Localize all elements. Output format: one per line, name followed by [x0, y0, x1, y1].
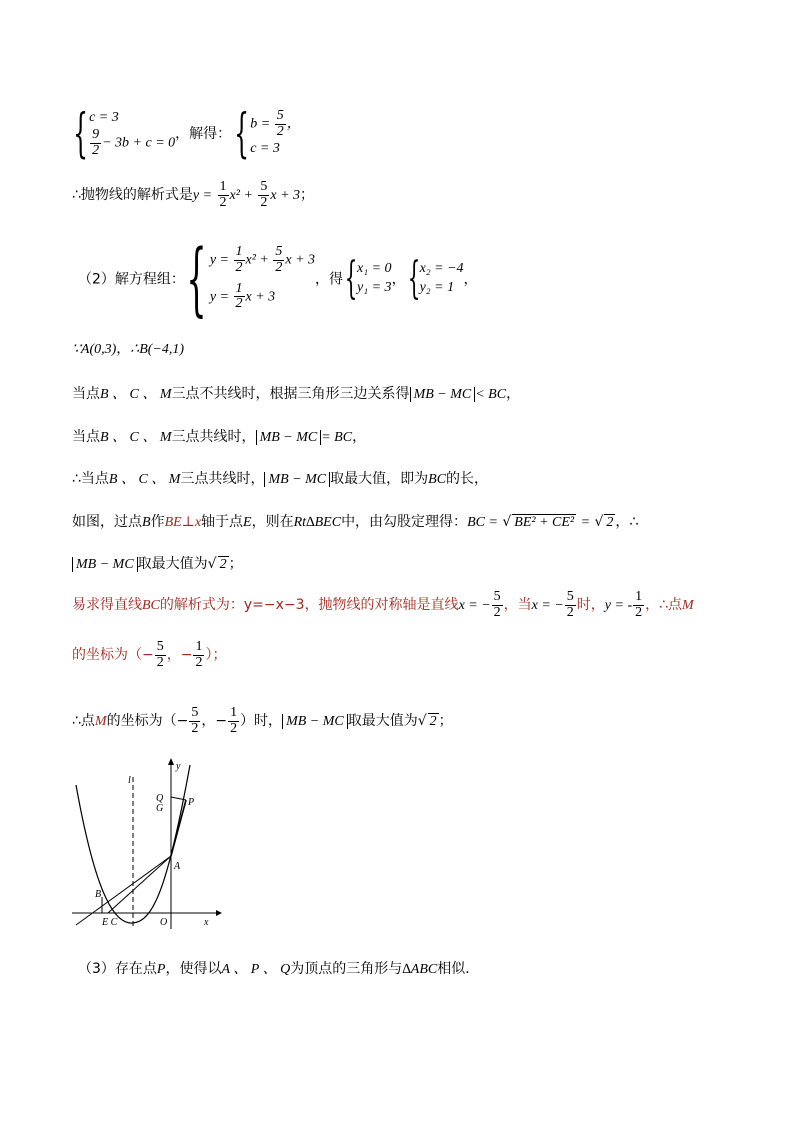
x-eq: x = −: [531, 598, 564, 614]
abs-expr: MB − MC: [256, 430, 322, 445]
text: 的长，: [446, 471, 489, 487]
points-line: [72, 338, 184, 358]
eq: = BC: [321, 430, 353, 445]
text: 作: [150, 514, 165, 530]
frac-num: 5: [156, 639, 164, 654]
solve-label: ，解得：: [175, 126, 232, 142]
get-label: ，得: [315, 271, 344, 288]
text: ，−: [201, 713, 228, 730]
point-a: ∵A(0,3): [72, 342, 117, 357]
sep: ，: [116, 341, 131, 357]
radicand: 2: [219, 557, 227, 572]
frac-num: 5: [275, 244, 283, 260]
y: y =: [209, 288, 229, 304]
bc-eq: BC =: [467, 515, 498, 530]
term: x + 3: [270, 188, 301, 204]
text: ∴当点: [72, 471, 109, 487]
figure-line: 如图，过点B作BE⊥x轴于点E，则在Rt∆BEC中，由勾股定理得：BC = √ BE² + CE² = √ 2 ，∴: [72, 514, 639, 530]
b-label: B: [95, 889, 102, 900]
noncollinear-line: [72, 383, 520, 403]
sol2-x: x₂ = −4: [419, 260, 464, 276]
abs-expr: MB − MC: [282, 714, 348, 729]
eq: =: [580, 515, 591, 530]
text: 时，: [576, 597, 605, 614]
eq-c-result: c = 3: [250, 140, 280, 156]
bc: BC: [428, 472, 447, 487]
point-b: B: [142, 515, 151, 530]
frac-den: 2: [195, 654, 203, 670]
point-m: M: [682, 598, 694, 614]
points: B 、 C 、 M: [100, 430, 172, 445]
frac-den: 2: [92, 142, 100, 158]
part2-system: （2）解方程组：{ y = $\frac{1}{2}$ x² + $\frac{5}{2}$ x + 3 y = $\frac{1}{2}$ x + 3 ，得{ x₁ = 0 y₁ = 3 ，{ x₂ = −4 y₂ = 1 ，: [78, 232, 478, 325]
point-m: M: [94, 714, 107, 730]
frac-num: 5: [276, 108, 284, 124]
line-eq: y=−x−3: [243, 597, 305, 614]
text: 三点不共线时，根据三角形三边关系得: [171, 386, 410, 402]
triangle: Rt∆BEC: [293, 515, 342, 530]
collinear-line: [72, 426, 366, 446]
text: ）时，: [240, 713, 283, 730]
text: 的坐标为（−: [106, 713, 189, 730]
q-label: Q: [156, 793, 164, 804]
text: （3）存在点: [78, 961, 157, 977]
frac-num: 1: [230, 705, 238, 720]
frac-den: 2: [156, 654, 164, 670]
text: ，当: [503, 597, 532, 614]
end: ，: [506, 386, 521, 402]
text: ，−: [166, 647, 193, 664]
coord-line: [72, 640, 226, 670]
points: B 、 C 、 M: [108, 472, 181, 487]
ec-label: E C: [102, 917, 118, 928]
comma: ，: [391, 271, 406, 288]
frac-num: 5: [260, 179, 268, 194]
frac-den: 2: [275, 259, 283, 275]
text: 易求得直线: [72, 597, 142, 614]
text: ）；: [205, 647, 227, 664]
text: 当点: [72, 429, 100, 445]
eq-c: c = 3: [89, 110, 119, 126]
frac-num: 1: [195, 639, 203, 654]
line-bc: [72, 590, 694, 620]
abs-expr: MB − MC: [264, 472, 330, 487]
points: A 、 P 、 Q: [221, 962, 291, 977]
frac-den: 2: [566, 604, 574, 620]
term: x² +: [245, 252, 269, 268]
text: 为顶点的三角形与: [290, 961, 403, 977]
text: 轴于点: [201, 514, 244, 530]
parabola-figure: [68, 755, 228, 935]
frac-den: 2: [191, 720, 199, 736]
point-b: ∴B(−4,1): [130, 342, 185, 357]
frac-den: 2: [235, 259, 243, 275]
sol1-y: y₁ = 3: [357, 279, 392, 295]
text: ∴点: [72, 713, 95, 730]
comma: ，: [286, 116, 301, 132]
frac-num: 1: [635, 589, 643, 604]
text: 三点共线时，: [180, 471, 265, 487]
point-e: E: [243, 515, 252, 530]
end: ；: [228, 556, 243, 572]
end: ；: [438, 713, 453, 730]
end: ；: [300, 187, 315, 204]
text: 取最大值为: [347, 713, 418, 730]
eq-rest: − 3b + c = 0: [102, 135, 176, 151]
text: 取最大值，即为: [330, 471, 429, 487]
y-label: y: [176, 761, 181, 772]
abs-expr: MB − MC: [410, 387, 476, 402]
end: ，∴: [615, 514, 639, 530]
part2-label: （2）解方程组：: [78, 271, 185, 288]
line-ca: [108, 856, 171, 913]
frac-num: 1: [235, 244, 243, 260]
text: 如图，过点: [72, 514, 142, 530]
l-label: l: [128, 775, 131, 786]
text: 当点: [72, 386, 100, 402]
frac-den: 2: [276, 124, 284, 140]
line-ap: [171, 800, 186, 856]
y-eq: y = -: [604, 598, 633, 614]
x-label: x: [204, 917, 209, 928]
text: ，则在: [251, 514, 294, 530]
end: ，: [352, 429, 367, 445]
bc: BC: [142, 598, 160, 614]
frac-den: 2: [230, 720, 238, 736]
system-c-b: { c = 3 $\frac{9}{2}$ − 3b + c = 0 ，解得：{ b = $\frac{5}{2}$ ， c = 3: [73, 104, 301, 164]
ineq: < BC: [475, 387, 507, 402]
frac-num: 1: [219, 179, 227, 194]
text: 相似．: [437, 961, 480, 977]
parabola-line: [72, 180, 314, 210]
be-perp: BE⊥x: [164, 515, 202, 530]
frac-den: 2: [235, 296, 243, 312]
part3-line: [78, 958, 479, 978]
sol1-x: x₁ = 0: [357, 260, 392, 276]
p-label: P: [188, 797, 195, 808]
frac-den: 2: [493, 604, 501, 620]
triangle: ∆ABC: [402, 962, 438, 977]
y: y =: [192, 188, 213, 204]
point-p: P: [156, 962, 166, 977]
text: ，抛物线的对称轴是直线: [304, 597, 459, 614]
radicand: BE² + CE²: [514, 515, 575, 530]
x-arrow-icon: [216, 910, 222, 916]
frac-num: 5: [566, 589, 574, 604]
frac-den: 2: [635, 604, 643, 620]
points: B 、 C 、 M: [100, 387, 172, 402]
sol2-y: y₂ = 1: [419, 279, 455, 295]
text: 中，由勾股定理得：: [341, 514, 468, 530]
max-line: [72, 468, 488, 488]
text: 的坐标为（−: [72, 647, 154, 664]
line-ba: [76, 856, 171, 925]
conclusion-line: ∴点M的坐标为（− $\frac{5}{2}$ ，− $\frac{1}{2}$ ）时， MB − MC 取最大值为√ 2 ；: [72, 705, 453, 736]
text: 取最大值为: [137, 556, 208, 572]
term: x² +: [229, 188, 253, 204]
frac-den: 2: [219, 194, 227, 210]
frac-num: 9: [92, 127, 100, 143]
x-eq: x = −: [458, 598, 491, 614]
radicand: 2: [429, 714, 437, 730]
frac-den: 2: [260, 194, 268, 210]
value-line: MB − MC 取最大值为√ 2 ；: [72, 553, 243, 573]
text: ∴抛物线的解析式是: [72, 187, 193, 204]
text: ，∴点: [645, 597, 683, 614]
frac-num: 5: [191, 705, 199, 720]
text: ，使得以: [165, 961, 222, 977]
o-label: O: [160, 917, 168, 928]
radicand: 2: [606, 515, 614, 530]
text: 的解析式为：: [159, 597, 244, 614]
frac-num: 1: [235, 280, 243, 296]
term: x + 3: [245, 288, 276, 304]
b-lhs: b =: [250, 116, 271, 132]
y-arrow-icon: [168, 758, 174, 765]
y: y =: [209, 252, 229, 268]
abs-expr: MB − MC: [72, 557, 138, 572]
frac-num: 5: [493, 589, 501, 604]
text: 三点共线时，: [171, 429, 256, 445]
a-label: A: [174, 861, 181, 872]
end: ，: [463, 271, 478, 288]
g-label: G: [156, 803, 164, 814]
term: x + 3: [285, 252, 316, 268]
